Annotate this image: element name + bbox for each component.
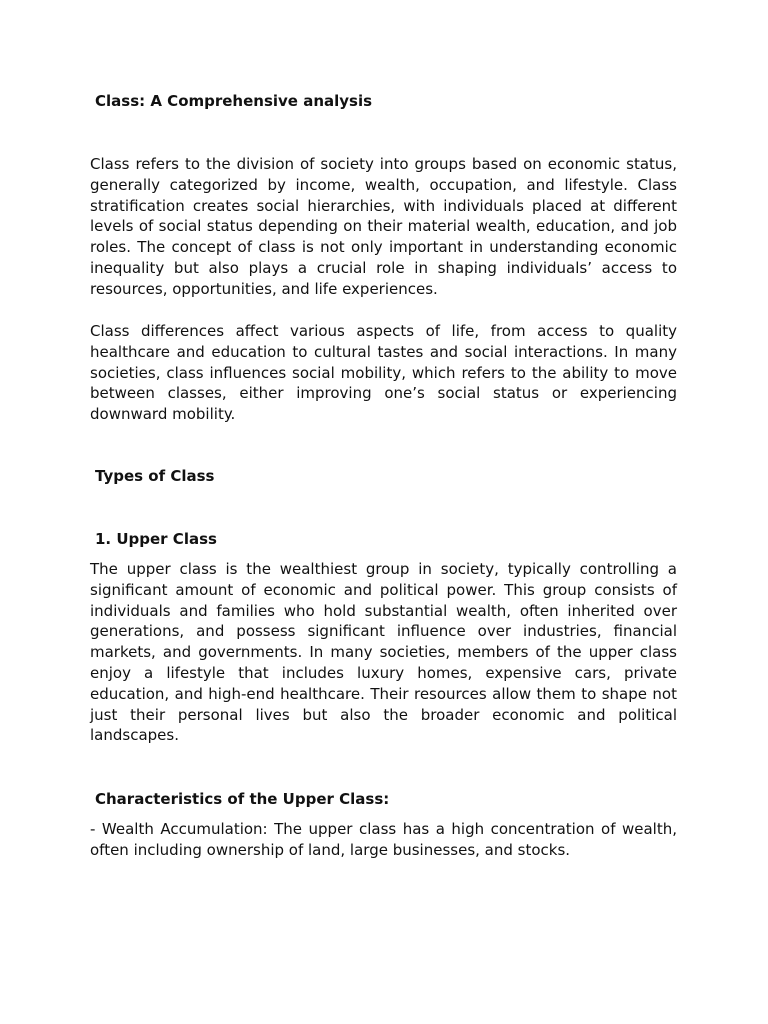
characteristic-list-item: - Wealth Accumulation: The upper class has a high concentration of wealth, often including ownership of land, large businesses, and stocks.	[90, 820, 677, 859]
intro-paragraph: Class refers to the division of society into groups based on economic status, generally categorized by income, wealth, occupation, and lifestyle. Class stratification creates social hierarchies, with individuals placed at different levels of social status depending on their material wealth, education, and job roles. The concept of class is not only important in understanding economic inequality but also plays a crucial role in shaping individuals’ access to resources, opportunities, and life experiences.	[90, 155, 677, 298]
document-title: Class: A Comprehensive analysis	[95, 92, 373, 110]
characteristics-heading: Characteristics of the Upper Class:	[95, 790, 390, 808]
subsection-heading-upper-class: 1. Upper Class	[95, 530, 217, 548]
intro-paragraph: Class differences affect various aspects of life, from access to quality healthcare and education to cultural tastes and social interactions. In many societies, class influences social mobility, which refers to the ability to move between classes, either improving one’s social status or experiencing downward mobility.	[90, 322, 677, 424]
upper-class-paragraph: The upper class is the wealthiest group in society, typically controlling a significant amount of economic and political power. This group consists of individuals and families who hold substantial wealth, often inherited over generations, and possess significant influence over industries, financial markets, and governments. In many societies, members of the upper class enjoy a lifestyle that includes luxury homes, expensive cars, private education, and high-end healthcare. Their resources allow them to shape not just their personal lives but also the broader economic and political landscapes.	[90, 560, 677, 745]
section-heading-types-of-class: Types of Class	[95, 467, 215, 485]
